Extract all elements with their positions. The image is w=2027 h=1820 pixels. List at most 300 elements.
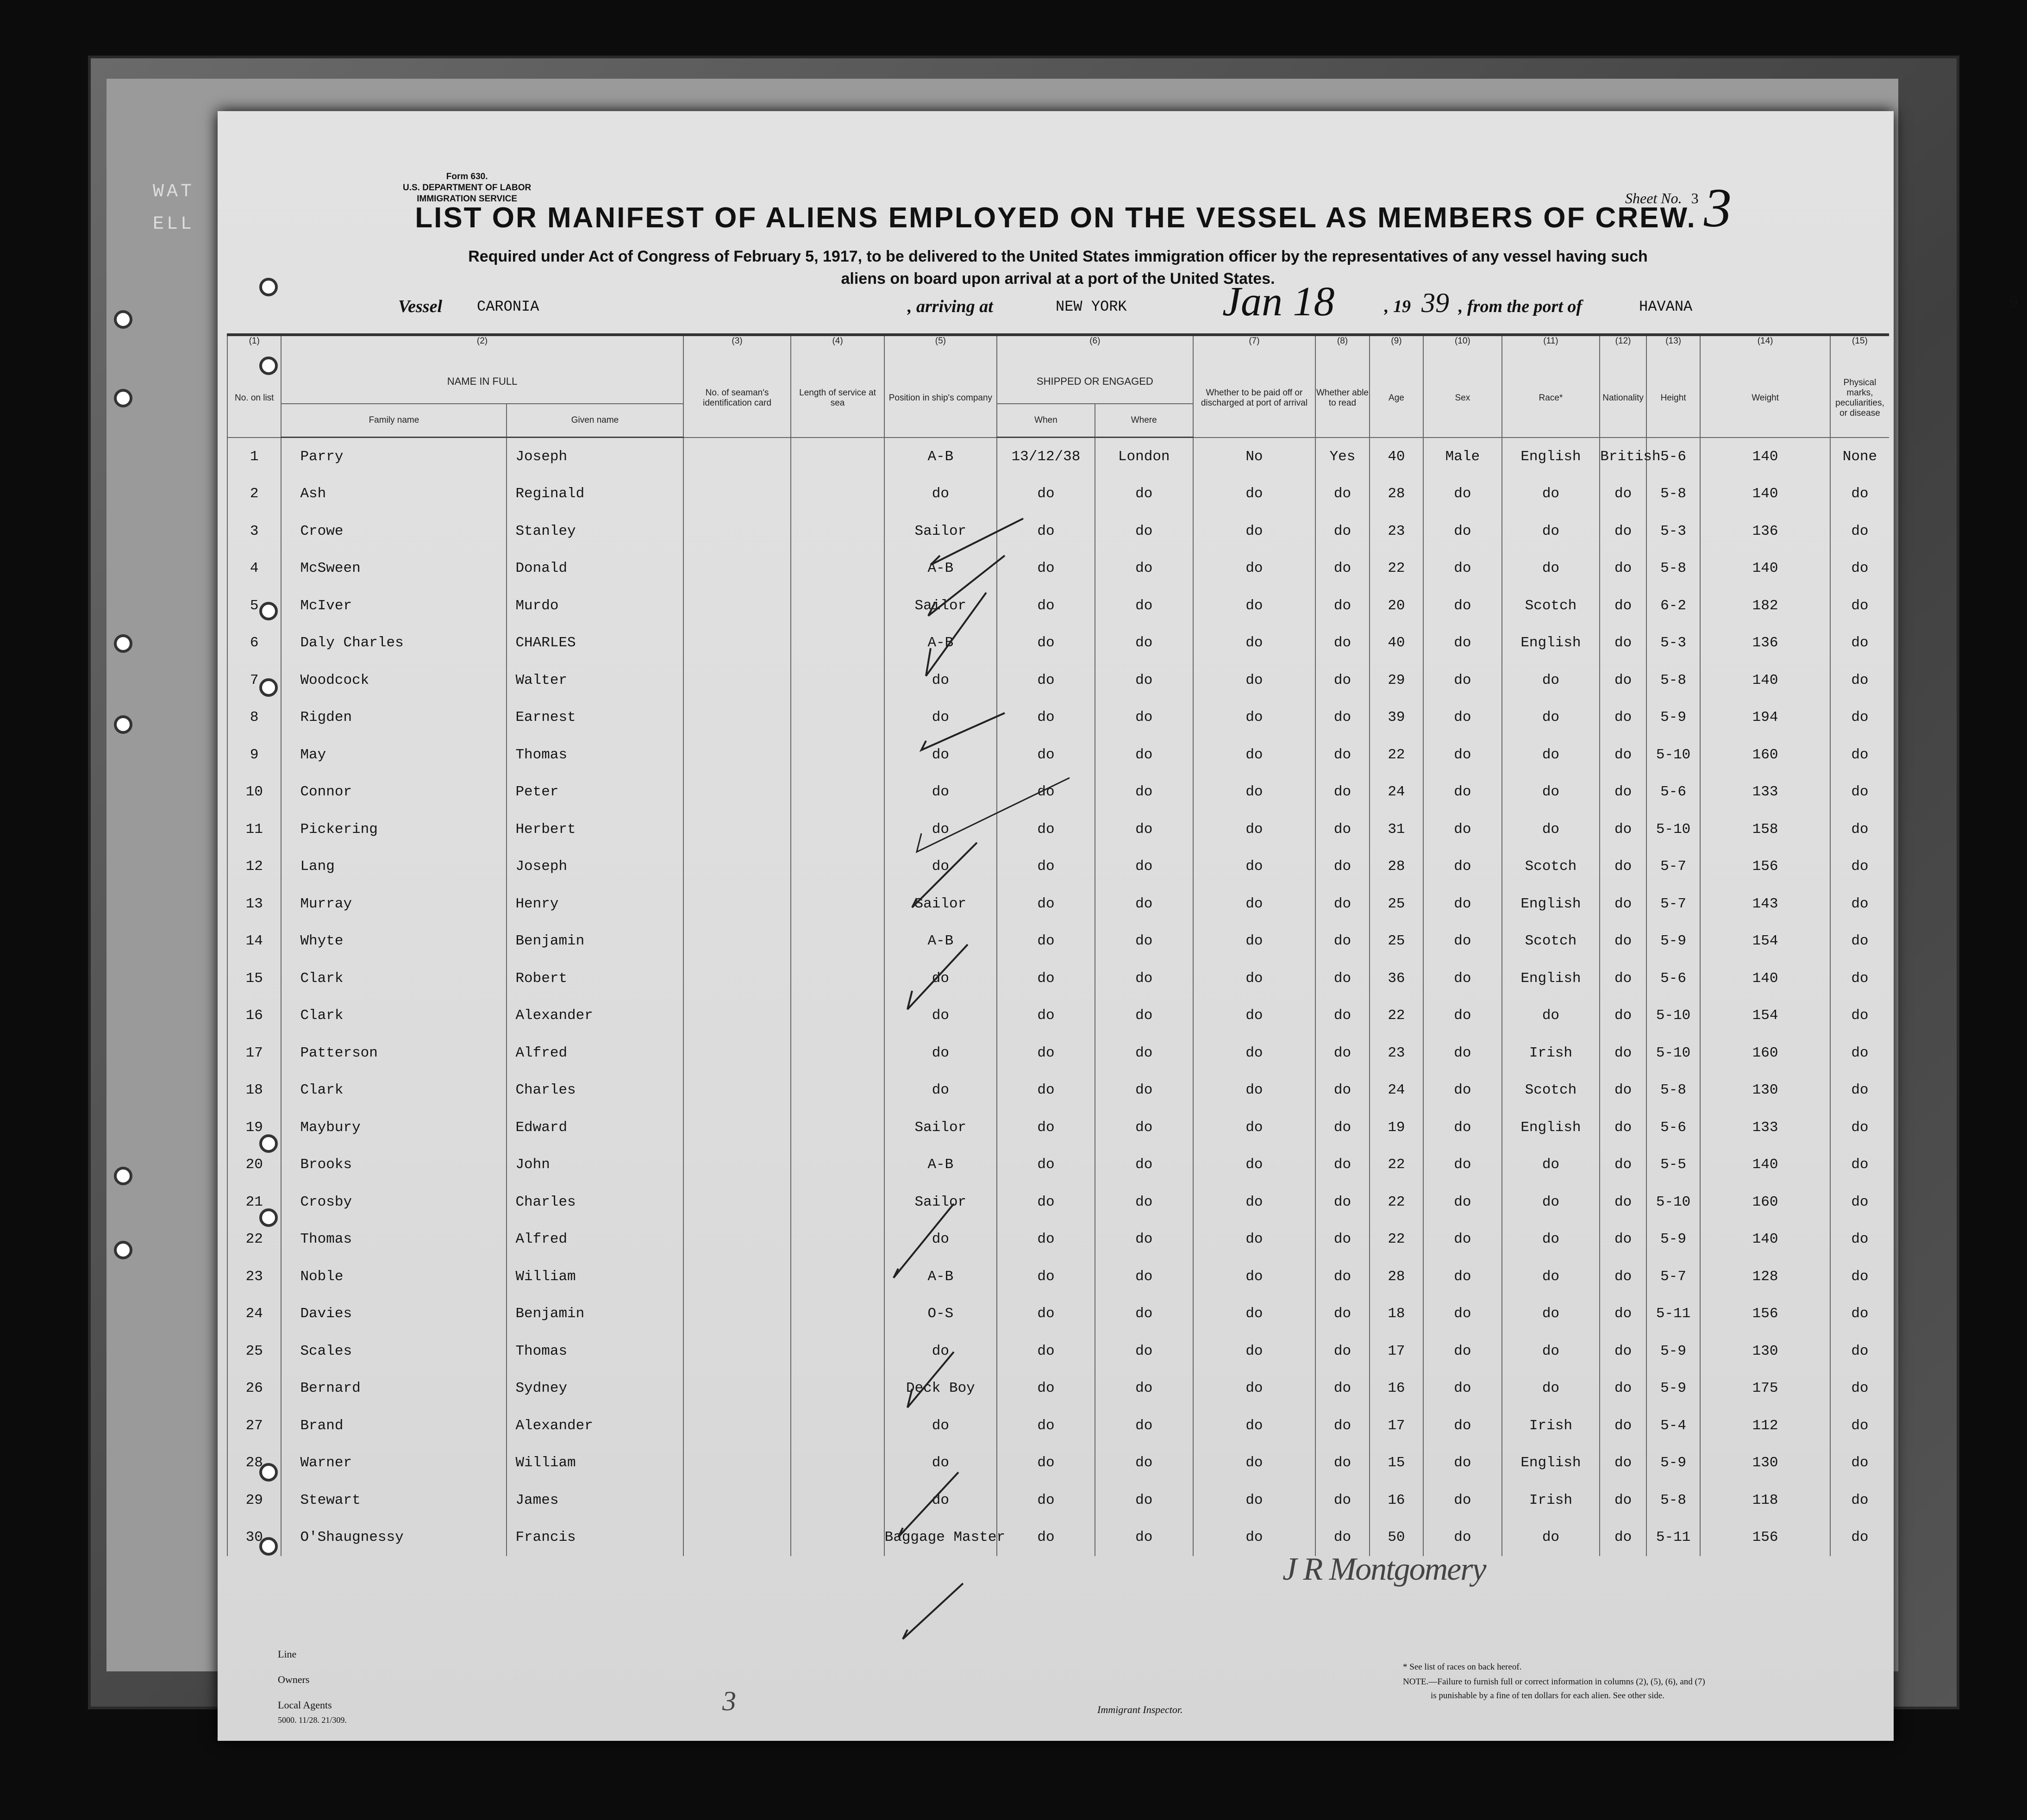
cell-sex: do — [1423, 811, 1501, 848]
cell-height: 5-7 — [1646, 1258, 1700, 1295]
cell-sex: do — [1423, 625, 1501, 662]
cell-no: 3 — [227, 513, 281, 550]
cell-where: do — [1095, 1445, 1193, 1482]
crew-row — [227, 475, 1889, 513]
col-num: (2) — [281, 336, 683, 359]
cell-weight: 140 — [1700, 662, 1830, 699]
col-num: (5) — [884, 336, 997, 359]
binder-hole — [114, 310, 132, 329]
cell-weight: 194 — [1700, 699, 1830, 737]
cell-read: Yes — [1315, 438, 1369, 475]
cell-given: Sydney — [507, 1370, 683, 1407]
cell-read: do — [1315, 811, 1369, 848]
cell-age: 23 — [1370, 1034, 1423, 1072]
cell-weight: 128 — [1700, 1258, 1830, 1295]
header-able-read: Whether able to read — [1315, 359, 1369, 438]
cell-age: 19 — [1370, 1109, 1423, 1146]
cell-read: do — [1315, 1183, 1369, 1221]
cell-age: 16 — [1370, 1370, 1423, 1407]
cell-read: do — [1315, 550, 1369, 588]
cell-when: do — [997, 550, 1095, 588]
cell-sex: do — [1423, 1332, 1501, 1370]
cell-weight: 182 — [1700, 587, 1830, 625]
cell-where: do — [1095, 1519, 1193, 1557]
cell-height: 5-11 — [1646, 1295, 1700, 1333]
cell-height: 5-9 — [1646, 923, 1700, 960]
cell-no: 23 — [227, 1258, 281, 1295]
cell-height: 5-9 — [1646, 1370, 1700, 1407]
fine-note: is punishable by a fine of ten dollars for each alien. See other side. — [1431, 1691, 1664, 1701]
cell-height: 5-10 — [1646, 1183, 1700, 1221]
cell-age: 28 — [1370, 1258, 1423, 1295]
cell-physical: do — [1830, 1407, 1889, 1445]
cell-when: do — [997, 662, 1095, 699]
agents-label: Local Agents — [278, 1699, 332, 1711]
cell-idcard — [683, 1482, 791, 1519]
cell-length — [791, 1370, 884, 1407]
cell-height: 5-8 — [1646, 1072, 1700, 1109]
cell-family: Parry — [281, 438, 507, 475]
cell-paid-off: do — [1193, 811, 1316, 848]
cell-when: do — [997, 923, 1095, 960]
cell-position: do — [884, 1072, 997, 1109]
cell-height: 5-10 — [1646, 997, 1700, 1035]
cell-given: Benjamin — [507, 1295, 683, 1333]
cell-nationality: do — [1600, 736, 1646, 774]
cell-family: Rigden — [281, 699, 507, 737]
cell-paid-off: do — [1193, 1072, 1316, 1109]
cell-nationality: do — [1600, 1445, 1646, 1482]
cell-paid-off: do — [1193, 513, 1316, 550]
cell-position: do — [884, 1407, 997, 1445]
cell-physical: do — [1830, 1034, 1889, 1072]
cell-no: 18 — [227, 1072, 281, 1109]
sheet-number-handwritten: 3 — [1704, 177, 1732, 238]
manifest-title: LIST OR MANIFEST OF ALIENS EMPLOYED ON THE VESSEL AS MEMBERS OF CREW. — [415, 202, 1696, 234]
cell-paid-off: do — [1193, 960, 1316, 997]
cell-family: Crosby — [281, 1183, 507, 1221]
cell-weight: 118 — [1700, 1482, 1830, 1519]
cell-given: John — [507, 1146, 683, 1184]
cell-when: do — [997, 1034, 1095, 1072]
cell-when: do — [997, 475, 1095, 513]
cell-height: 5-3 — [1646, 513, 1700, 550]
cell-when: do — [997, 1519, 1095, 1557]
cell-idcard — [683, 699, 791, 737]
cell-given: Walter — [507, 662, 683, 699]
cell-race: do — [1502, 736, 1600, 774]
sheet-number-value: 3 — [1691, 190, 1699, 206]
cell-race: English — [1502, 1109, 1600, 1146]
cell-weight: 140 — [1700, 1146, 1830, 1184]
cell-idcard — [683, 923, 791, 960]
cell-paid-off: do — [1193, 475, 1316, 513]
cell-where: London — [1095, 438, 1193, 475]
cell-weight: 140 — [1700, 438, 1830, 475]
cell-position: Sailor — [884, 1183, 997, 1221]
header-weight: Weight — [1700, 359, 1830, 438]
cell-height: 5-8 — [1646, 550, 1700, 588]
cell-no: 17 — [227, 1034, 281, 1072]
cell-given: Henry — [507, 885, 683, 923]
cell-age: 22 — [1370, 997, 1423, 1035]
header-sex: Sex — [1423, 359, 1501, 438]
cell-given: CHARLES — [507, 625, 683, 662]
cell-age: 40 — [1370, 625, 1423, 662]
cell-race: English — [1502, 885, 1600, 923]
cell-age: 22 — [1370, 1221, 1423, 1258]
cell-physical: do — [1830, 1109, 1889, 1146]
cell-read: do — [1315, 699, 1369, 737]
cell-family: Bernard — [281, 1370, 507, 1407]
cell-position: do — [884, 811, 997, 848]
signature-text: J R Montgomery — [1283, 1551, 1486, 1587]
cell-sex: do — [1423, 1295, 1501, 1333]
cell-race: do — [1502, 513, 1600, 550]
cell-race: English — [1502, 1445, 1600, 1482]
cell-given: Murdo — [507, 587, 683, 625]
col-num: (9) — [1370, 336, 1423, 359]
cell-paid-off: do — [1193, 699, 1316, 737]
cell-paid-off: do — [1193, 1407, 1316, 1445]
cell-length — [791, 1445, 884, 1482]
cell-where: do — [1095, 1146, 1193, 1184]
cell-race: do — [1502, 550, 1600, 588]
cell-paid-off: do — [1193, 774, 1316, 811]
cell-position: do — [884, 997, 997, 1035]
cell-length — [791, 513, 884, 550]
cell-family: Thomas — [281, 1221, 507, 1258]
cell-no: 10 — [227, 774, 281, 811]
cell-age: 28 — [1370, 848, 1423, 886]
races-note: * See list of races on back hereof. — [1403, 1662, 1522, 1672]
cell-race: do — [1502, 699, 1600, 737]
cell-when: do — [997, 885, 1095, 923]
cell-length — [791, 1146, 884, 1184]
from-label: , from the port of — [1458, 297, 1583, 316]
cell-where: do — [1095, 960, 1193, 997]
cell-read: do — [1315, 625, 1369, 662]
cell-height: 5-9 — [1646, 1221, 1700, 1258]
cell-length — [791, 1332, 884, 1370]
cell-idcard — [683, 1407, 791, 1445]
header-when: When — [997, 404, 1095, 438]
cell-where: do — [1095, 997, 1193, 1035]
cell-sex: do — [1423, 1482, 1501, 1519]
cell-length — [791, 774, 884, 811]
binder-hole — [114, 389, 132, 407]
cell-given: Alfred — [507, 1221, 683, 1258]
cell-no: 6 — [227, 625, 281, 662]
cell-given: Alexander — [507, 997, 683, 1035]
cell-height: 5-7 — [1646, 848, 1700, 886]
cell-physical: do — [1830, 475, 1889, 513]
cell-physical: do — [1830, 923, 1889, 960]
cell-physical: do — [1830, 699, 1889, 737]
cell-paid-off: do — [1193, 736, 1316, 774]
col-num: (11) — [1502, 336, 1600, 359]
cell-race: do — [1502, 1370, 1600, 1407]
cell-family: Brooks — [281, 1146, 507, 1184]
cell-age: 24 — [1370, 774, 1423, 811]
cell-read: do — [1315, 848, 1369, 886]
cell-physical: None — [1830, 438, 1889, 475]
cell-read: do — [1315, 960, 1369, 997]
cell-sex: do — [1423, 736, 1501, 774]
sheet-number-label: Sheet No. — [1625, 190, 1682, 206]
punch-hole — [259, 278, 278, 296]
cell-height: 5-10 — [1646, 811, 1700, 848]
vessel-name: CARONIA — [477, 298, 539, 315]
arrival-date: Jan 18 — [1222, 279, 1335, 325]
cell-idcard — [683, 1146, 791, 1184]
cell-paid-off: do — [1193, 1109, 1316, 1146]
header-age: Age — [1370, 359, 1423, 438]
col-num: (12) — [1600, 336, 1646, 359]
cell-age: 20 — [1370, 587, 1423, 625]
cell-when: do — [997, 774, 1095, 811]
cell-no: 8 — [227, 699, 281, 737]
cell-where: do — [1095, 625, 1193, 662]
arriving-port: NEW YORK — [1056, 298, 1127, 315]
cell-position: Deck Boy — [884, 1370, 997, 1407]
cell-position: do — [884, 1034, 997, 1072]
cell-length — [791, 997, 884, 1035]
col-num: (1) — [227, 336, 281, 359]
cell-physical: do — [1830, 513, 1889, 550]
cell-position: do — [884, 475, 997, 513]
cell-length — [791, 1258, 884, 1295]
cell-no: 9 — [227, 736, 281, 774]
cell-sex: do — [1423, 1407, 1501, 1445]
cell-position: do — [884, 1445, 997, 1482]
header-family-name: Family name — [281, 404, 507, 438]
cell-sex: do — [1423, 1370, 1501, 1407]
header-no-on-list: No. on list — [227, 359, 281, 438]
cell-race: do — [1502, 774, 1600, 811]
cell-race: do — [1502, 475, 1600, 513]
cell-physical: do — [1830, 1445, 1889, 1482]
cell-no: 13 — [227, 885, 281, 923]
cell-read: do — [1315, 662, 1369, 699]
header-paid-off: Whether to be paid off or discharged at port of arrival — [1193, 359, 1316, 438]
subtitle-line: Required under Act of Congress of February 5, 1917, to be delivered to the United States immigration officer by the representatives of any vessel having such — [468, 248, 1648, 265]
cell-length — [791, 1109, 884, 1146]
cell-idcard — [683, 513, 791, 550]
cell-read: do — [1315, 1519, 1369, 1557]
cell-race: Scotch — [1502, 848, 1600, 886]
cell-no: 19 — [227, 1109, 281, 1146]
cell-where: do — [1095, 1072, 1193, 1109]
cell-length — [791, 587, 884, 625]
cell-family: McSween — [281, 550, 507, 588]
cell-sex: do — [1423, 1445, 1501, 1482]
cell-nationality: do — [1600, 699, 1646, 737]
col-num: (7) — [1193, 336, 1316, 359]
cell-length — [791, 1183, 884, 1221]
cell-age: 39 — [1370, 699, 1423, 737]
vessel-label: Vessel — [398, 297, 442, 316]
cell-nationality: do — [1600, 1407, 1646, 1445]
cell-paid-off: do — [1193, 1183, 1316, 1221]
cell-length — [791, 1482, 884, 1519]
cell-idcard — [683, 1183, 791, 1221]
header-position: Position in ship's company — [884, 359, 997, 438]
cell-where: do — [1095, 923, 1193, 960]
cell-family: Noble — [281, 1258, 507, 1295]
cell-height: 5-6 — [1646, 438, 1700, 475]
cell-no: 20 — [227, 1146, 281, 1184]
cell-idcard — [683, 1332, 791, 1370]
cell-race: Irish — [1502, 1034, 1600, 1072]
cell-read: do — [1315, 1445, 1369, 1482]
cell-position: do — [884, 1332, 997, 1370]
cell-weight: 158 — [1700, 811, 1830, 848]
cell-length — [791, 1295, 884, 1333]
cell-idcard — [683, 848, 791, 886]
cell-height: 5-6 — [1646, 774, 1700, 811]
form-number: Form 630. — [446, 172, 488, 181]
cell-age: 31 — [1370, 811, 1423, 848]
cell-sex: do — [1423, 587, 1501, 625]
cell-physical: do — [1830, 885, 1889, 923]
header-physical: Physical marks, peculiarities, or disease — [1830, 359, 1889, 438]
cell-age: 40 — [1370, 438, 1423, 475]
cell-weight: 130 — [1700, 1332, 1830, 1370]
cell-height: 5-10 — [1646, 736, 1700, 774]
cell-family: Daly Charles — [281, 625, 507, 662]
cell-read: do — [1315, 997, 1369, 1035]
cell-length — [791, 475, 884, 513]
cell-physical: do — [1830, 1370, 1889, 1407]
cell-height: 5-10 — [1646, 1034, 1700, 1072]
cell-nationality: do — [1600, 1183, 1646, 1221]
header-height: Height — [1646, 359, 1700, 438]
cell-sex: do — [1423, 662, 1501, 699]
cell-no: 29 — [227, 1482, 281, 1519]
cell-no: 22 — [227, 1221, 281, 1258]
cell-length — [791, 1519, 884, 1557]
cell-nationality: do — [1600, 1332, 1646, 1370]
cell-family: Davies — [281, 1295, 507, 1333]
cell-weight: 140 — [1700, 550, 1830, 588]
cell-given: Donald — [507, 550, 683, 588]
cell-nationality: do — [1600, 1221, 1646, 1258]
cell-paid-off: do — [1193, 1258, 1316, 1295]
service-name: IMMIGRATION SERVICE — [417, 194, 518, 204]
cell-race: do — [1502, 1295, 1600, 1333]
cell-family: Warner — [281, 1445, 507, 1482]
cell-idcard — [683, 662, 791, 699]
line-label: Line — [278, 1648, 297, 1660]
cell-no: 25 — [227, 1332, 281, 1370]
cell-physical: do — [1830, 1332, 1889, 1370]
cell-age: 17 — [1370, 1407, 1423, 1445]
cell-age: 18 — [1370, 1295, 1423, 1333]
binder-hole — [114, 1241, 132, 1259]
cell-height: 5-6 — [1646, 1109, 1700, 1146]
cell-family: Pickering — [281, 811, 507, 848]
cell-physical: do — [1830, 1221, 1889, 1258]
cell-family: May — [281, 736, 507, 774]
cell-position: Sailor — [884, 1109, 997, 1146]
cell-family: Stewart — [281, 1482, 507, 1519]
cell-sex: do — [1423, 1072, 1501, 1109]
cell-nationality: British — [1600, 438, 1646, 475]
cell-where: do — [1095, 774, 1193, 811]
cell-position: A-B — [884, 438, 997, 475]
cell-idcard — [683, 1258, 791, 1295]
cell-read: do — [1315, 923, 1369, 960]
cell-family: Ash — [281, 475, 507, 513]
cell-height: 5-3 — [1646, 625, 1700, 662]
inspector-label: Immigrant Inspector. — [1097, 1704, 1183, 1715]
cell-idcard — [683, 625, 791, 662]
cell-physical: do — [1830, 960, 1889, 997]
cell-weight: 143 — [1700, 885, 1830, 923]
arriving-label: , arriving at — [907, 297, 993, 316]
cell-age: 25 — [1370, 885, 1423, 923]
cell-paid-off: do — [1193, 885, 1316, 923]
form-footer — [218, 1639, 1894, 1741]
cell-sex: do — [1423, 1146, 1501, 1184]
header-length-service: Length of service at sea — [791, 359, 884, 438]
cell-height: 6-2 — [1646, 587, 1700, 625]
cell-length — [791, 960, 884, 997]
cell-idcard — [683, 1034, 791, 1072]
cell-given: Charles — [507, 1072, 683, 1109]
print-code: 5000. 11/28. 21/309. — [278, 1715, 347, 1725]
cell-read: do — [1315, 1332, 1369, 1370]
cell-age: 22 — [1370, 550, 1423, 588]
cell-physical: do — [1830, 1146, 1889, 1184]
cell-sex: do — [1423, 1183, 1501, 1221]
cell-physical: do — [1830, 848, 1889, 886]
cell-sex: do — [1423, 1034, 1501, 1072]
margin-number: 9 — [2009, 292, 2018, 311]
cell-age: 17 — [1370, 1332, 1423, 1370]
cell-height: 5-8 — [1646, 475, 1700, 513]
cell-idcard — [683, 736, 791, 774]
cell-age: 15 — [1370, 1445, 1423, 1482]
cell-no: 2 — [227, 475, 281, 513]
cell-family: O'Shaugnessy — [281, 1519, 507, 1557]
cell-where: do — [1095, 1034, 1193, 1072]
cell-length — [791, 1407, 884, 1445]
cell-position: Sailor — [884, 885, 997, 923]
cell-paid-off: do — [1193, 848, 1316, 886]
cell-sex: do — [1423, 1258, 1501, 1295]
manifest-subtitle — [370, 245, 1745, 290]
cell-paid-off: do — [1193, 923, 1316, 960]
cell-family: Murray — [281, 885, 507, 923]
cell-where: do — [1095, 1295, 1193, 1333]
from-port: HAVANA — [1639, 298, 1693, 315]
cell-idcard — [683, 475, 791, 513]
cell-idcard — [683, 960, 791, 997]
cell-read: do — [1315, 736, 1369, 774]
cell-idcard — [683, 1072, 791, 1109]
arrival-year: 39 — [1421, 288, 1449, 318]
cell-sex: do — [1423, 475, 1501, 513]
cell-position: do — [884, 699, 997, 737]
cell-idcard — [683, 1370, 791, 1407]
cell-family: Patterson — [281, 1034, 507, 1072]
cell-sex: do — [1423, 774, 1501, 811]
cell-no: 16 — [227, 997, 281, 1035]
cell-length — [791, 438, 884, 475]
cell-physical: do — [1830, 587, 1889, 625]
